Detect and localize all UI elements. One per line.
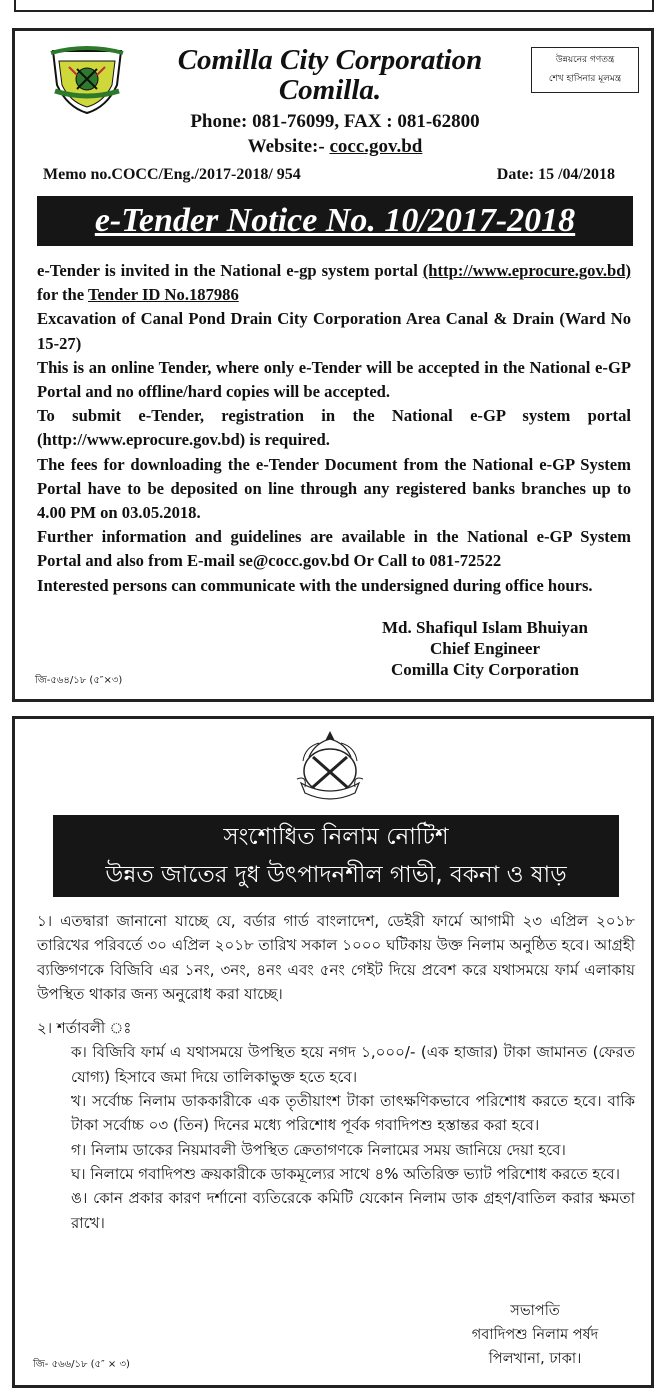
paragraph: The fees for downloading the e-Tender Document from the National e-GP System Portal have to be deposited on line through any registered banks branches up to 4.00 PM on 03.05.2018. [37, 454, 631, 523]
website-link[interactable]: cocc.gov.bd [329, 136, 423, 157]
previous-ad-border [14, 0, 654, 12]
tender-id: Tender ID No.187986 [88, 285, 239, 305]
signatory-title: সভাপতি [510, 1303, 560, 1319]
signature-block [355, 617, 615, 680]
auction-title-banner [53, 815, 619, 897]
paragraph: Excavation of Canal Pond Drain City Corporation Area Canal & Drain (Ward No 15-27) [37, 309, 631, 353]
auction-title-line: উন্নত জাতের দুধ উৎপাদনশীল গাভী, বকনা ও ষাড় [105, 862, 567, 888]
ad-reference: জি-৫৬৪/১৮ (৫″×৩) [35, 675, 123, 686]
website-label: Website:- [247, 136, 330, 157]
notice-date: Date: 15 /04/2018 [496, 166, 615, 183]
bgb-emblem-icon [285, 727, 375, 809]
city-corporation-logo-icon [47, 45, 127, 117]
paragraph: This is an online Tender, where only e-Tender will be accepted in the National e-GP Portal and no offline/hard copies will be accepted. [37, 357, 631, 402]
paragraph: Interested persons can communicate with the undersigned during office hours. [37, 575, 593, 595]
website-line [95, 135, 575, 159]
organization-city: Comilla. [278, 74, 382, 106]
auction-signature-block [435, 1299, 635, 1371]
signatory-title: Chief Engineer [429, 639, 541, 658]
paragraph: ১। এতদ্বারা জানানো যাচ্ছে যে, বর্ডার গার্ড বাংলাদেশ, ডেইরী ফার্মে আগামী ২৩ এপ্রিল ২০১৮ তারিখের পরিবর্তে ৩০ এপ্রিল ২০১৮ তারিখ সকাল ১০০০ ঘটিকায় উক্ত নিলাম অনুষ্ঠিত হবে। আগ্রহী ব্যক্তিগণকে বিজিবি এর ১নং, ৩নং, ৪নং এবং ৫নং গেইট দিয়ে প্রবেশ করে যথাসময়ে ফার্ম এলাকায় উপস্থিত থাকার জন্য অনুরোধ করা যাচ্ছে। [37, 912, 635, 1003]
paragraph: To submit e-Tender, registration in the National e-GP system portal (http://www.eprocure.gov.bd) is required. [37, 406, 631, 450]
signatory-board: গবাদিপশু নিলাম পর্ষদ [471, 1327, 599, 1343]
organization-name: Comilla City Corporation [177, 44, 483, 76]
signatory-location: পিলখানা, ঢাকা। [488, 1351, 582, 1367]
spacer [37, 1006, 635, 1016]
auction-body [37, 909, 635, 1235]
paragraph [37, 259, 631, 307]
condition-item: ক। বিজিবি ফার্ম এ যথাসময়ে উপস্থিত হয়ে নগদ ১,০০০/- (এক হাজার) টাকা জামানত (ফেরত যোগ্য) হিসাবে জমা দিয়ে তালিকাভুক্ত হতে হবে। [71, 1043, 635, 1086]
condition-item: গ। নিলাম ডাকের নিয়মাবলী উপস্থিত ক্রেতাগণকে নিলামের সময় জানিয়ে দেয়া হবে। [71, 1140, 566, 1159]
memo-number: Memo no.COCC/Eng./2017-2018/ 954 [43, 166, 301, 183]
slogan-box [531, 47, 639, 93]
signatory-name: Md. Shafiqul Islam Bhuiyan [382, 618, 588, 637]
notice-title: e-Tender Notice No. 10/2017-2018 [94, 202, 576, 239]
paragraph: Further information and guidelines are available in the National e-GP System Portal and also from E-mail se@cocc.gov.bd Or Call to 081-72522 [37, 527, 631, 571]
condition-item: ঙ। কোন প্রকার কারণ দর্শানো ব্যতিরেকে কমিটি যেকোন নিলাম ডাক গ্রহণ/বাতিল করার ক্ষমতা রাখে। [71, 1189, 635, 1232]
paragraph-text: e-Tender is invited in the National e-gp system portal [37, 261, 418, 280]
ad-reference: জি- ৫৬৬/১৮ (৫″ × ৩) [33, 1359, 130, 1370]
paragraph-text: for the [37, 285, 89, 305]
condition-item: খ। সর্বোচ্চ নিলাম ডাককারীকে এক তৃতীয়াংশ টাকা তাৎক্ষণিকভাবে পরিশোধ করতে হবে। বাকি টাকা সর্বোচ্চ ০৩ (তিন) দিনের মধ্যে পরিশোধ পূর্বক গবাদিপশু হস্তান্তর করা হবে। [71, 1092, 635, 1135]
contact-numbers: Phone: 081-76099, FAX : 081-62800 [190, 111, 480, 132]
portal-link[interactable]: (http://www.eprocure.gov.bd) [422, 261, 631, 280]
e-tender-notice [12, 28, 654, 702]
auction-notice [12, 716, 654, 1388]
notice-title-banner [37, 196, 633, 246]
condition-item: ঘ। নিলামে গবাদিপশু ক্রয়কারীকে ডাকমূল্যের সাথে ৪% অতিরিক্ত ভ্যাট পরিশোধ করতে হবে। [71, 1164, 621, 1183]
slogan-line: উন্নয়নের গণতন্ত্র [555, 55, 615, 65]
slogan-line: শেখ হাসিনার মূলমন্ত্র [548, 74, 622, 84]
signatory-organization: Comilla City Corporation [391, 660, 579, 679]
notice-body [37, 259, 631, 598]
conditions-heading: ২। শর্তাবলী ঃ [37, 1019, 132, 1038]
auction-title-line: সংশোধিত নিলাম নোটিশ [223, 824, 449, 850]
